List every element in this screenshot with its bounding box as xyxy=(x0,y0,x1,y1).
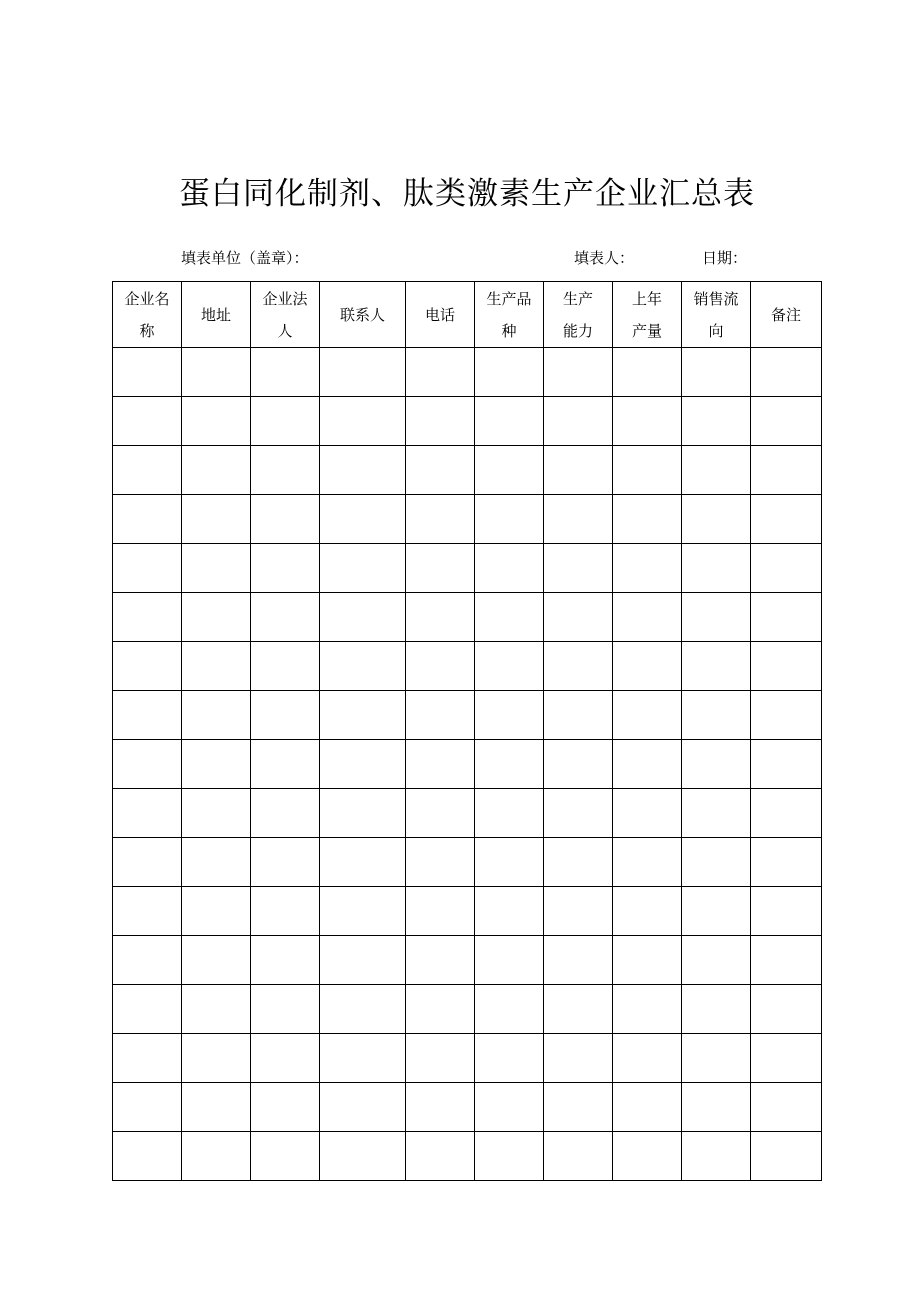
table-cell[interactable] xyxy=(751,740,822,789)
table-cell[interactable] xyxy=(613,789,682,838)
table-row xyxy=(113,495,822,544)
date-label: 日期： xyxy=(702,249,748,267)
table-cell[interactable] xyxy=(320,544,406,593)
table-body xyxy=(113,348,822,1181)
table-row xyxy=(113,691,822,740)
table-cell[interactable] xyxy=(475,1132,544,1181)
table-cell[interactable] xyxy=(406,495,475,544)
table-cell[interactable] xyxy=(751,789,822,838)
table-cell[interactable] xyxy=(182,789,251,838)
table-cell[interactable] xyxy=(475,348,544,397)
table-row xyxy=(113,1083,822,1132)
table-cell[interactable] xyxy=(475,544,544,593)
fill-unit-label: 填表单位（盖章）： xyxy=(181,249,309,267)
table-cell[interactable] xyxy=(613,642,682,691)
table-cell[interactable] xyxy=(751,691,822,740)
header-sales-destination: 销售流向 xyxy=(682,282,751,348)
table-cell[interactable] xyxy=(682,887,751,936)
header-legal-person: 企业法人 xyxy=(251,282,320,348)
table-cell[interactable] xyxy=(544,397,613,446)
table-cell[interactable] xyxy=(475,936,544,985)
table-cell[interactable] xyxy=(406,1034,475,1083)
table-cell[interactable] xyxy=(406,642,475,691)
table-cell[interactable] xyxy=(113,887,182,936)
table-cell[interactable] xyxy=(682,446,751,495)
table-cell[interactable] xyxy=(751,397,822,446)
table-cell[interactable] xyxy=(544,593,613,642)
table-cell[interactable] xyxy=(544,446,613,495)
table-cell[interactable] xyxy=(182,838,251,887)
table-cell[interactable] xyxy=(751,1132,822,1181)
table-cell[interactable] xyxy=(406,936,475,985)
table-cell[interactable] xyxy=(406,838,475,887)
table-cell[interactable] xyxy=(320,397,406,446)
table-cell[interactable] xyxy=(544,1083,613,1132)
table-cell[interactable] xyxy=(320,887,406,936)
table-cell[interactable] xyxy=(182,1132,251,1181)
header-company-name: 企业名称 xyxy=(113,282,182,348)
table-cell[interactable] xyxy=(320,985,406,1034)
header-last-year-output: 上年产量 xyxy=(613,282,682,348)
table-cell[interactable] xyxy=(182,593,251,642)
table-cell[interactable] xyxy=(613,544,682,593)
table-cell[interactable] xyxy=(682,348,751,397)
table-cell[interactable] xyxy=(320,936,406,985)
table-cell[interactable] xyxy=(751,887,822,936)
table-cell[interactable] xyxy=(475,397,544,446)
table-cell[interactable] xyxy=(251,446,320,495)
table-cell[interactable] xyxy=(182,446,251,495)
summary-table xyxy=(112,281,822,1181)
table-cell[interactable] xyxy=(251,1083,320,1132)
table-cell[interactable] xyxy=(682,985,751,1034)
table-cell[interactable] xyxy=(613,1034,682,1083)
table-cell[interactable] xyxy=(751,985,822,1034)
table-cell[interactable] xyxy=(544,642,613,691)
table-cell[interactable] xyxy=(544,838,613,887)
table-cell[interactable] xyxy=(406,446,475,495)
table-cell[interactable] xyxy=(475,691,544,740)
table-cell[interactable] xyxy=(613,495,682,544)
table-cell[interactable] xyxy=(182,1034,251,1083)
table-cell[interactable] xyxy=(320,838,406,887)
table-cell[interactable] xyxy=(251,838,320,887)
table-cell[interactable] xyxy=(751,1034,822,1083)
table-row xyxy=(113,838,822,887)
table-cell[interactable] xyxy=(113,544,182,593)
table-cell[interactable] xyxy=(406,1132,475,1181)
table-cell[interactable] xyxy=(251,1132,320,1181)
table-cell[interactable] xyxy=(544,495,613,544)
table-row xyxy=(113,446,822,495)
table-cell[interactable] xyxy=(613,740,682,789)
table-cell[interactable] xyxy=(544,1132,613,1181)
table-cell[interactable] xyxy=(251,985,320,1034)
table-cell[interactable] xyxy=(682,936,751,985)
table-row xyxy=(113,544,822,593)
table-cell[interactable] xyxy=(320,1132,406,1181)
table-cell[interactable] xyxy=(475,789,544,838)
table-cell[interactable] xyxy=(682,642,751,691)
table-row xyxy=(113,985,822,1034)
table-cell[interactable] xyxy=(182,642,251,691)
table-row xyxy=(113,887,822,936)
table-cell[interactable] xyxy=(182,544,251,593)
table-cell[interactable] xyxy=(251,691,320,740)
table-cell[interactable] xyxy=(613,1083,682,1132)
table-row xyxy=(113,1034,822,1083)
table-cell[interactable] xyxy=(751,642,822,691)
header-address: 地址 xyxy=(182,282,251,348)
table-cell[interactable] xyxy=(182,691,251,740)
table-cell[interactable] xyxy=(682,1132,751,1181)
table-cell[interactable] xyxy=(182,495,251,544)
table-cell[interactable] xyxy=(113,348,182,397)
table-cell[interactable] xyxy=(113,593,182,642)
table-cell[interactable] xyxy=(613,838,682,887)
table-cell[interactable] xyxy=(113,642,182,691)
table-cell[interactable] xyxy=(613,348,682,397)
table-cell[interactable] xyxy=(320,446,406,495)
table-row xyxy=(113,936,822,985)
table-row xyxy=(113,593,822,642)
table-cell[interactable] xyxy=(682,593,751,642)
table-cell[interactable] xyxy=(113,397,182,446)
table-cell[interactable] xyxy=(613,397,682,446)
table-cell[interactable] xyxy=(113,1034,182,1083)
table-header-row xyxy=(113,282,822,348)
table-row xyxy=(113,348,822,397)
header-product-variety: 生产品种 xyxy=(475,282,544,348)
table-cell[interactable] xyxy=(406,544,475,593)
table-cell[interactable] xyxy=(406,348,475,397)
table-cell[interactable] xyxy=(182,397,251,446)
table-cell[interactable] xyxy=(613,985,682,1034)
table-cell[interactable] xyxy=(113,1132,182,1181)
table-cell[interactable] xyxy=(613,691,682,740)
table-cell[interactable] xyxy=(613,593,682,642)
table-cell[interactable] xyxy=(113,446,182,495)
table-cell[interactable] xyxy=(544,544,613,593)
table-cell[interactable] xyxy=(406,789,475,838)
table-cell[interactable] xyxy=(113,838,182,887)
table-cell[interactable] xyxy=(682,740,751,789)
table-cell[interactable] xyxy=(320,691,406,740)
filler-label: 填表人： xyxy=(574,249,635,267)
table-cell[interactable] xyxy=(406,1083,475,1132)
table-cell[interactable] xyxy=(251,887,320,936)
table-cell[interactable] xyxy=(544,1034,613,1083)
table-cell[interactable] xyxy=(475,740,544,789)
table-cell[interactable] xyxy=(682,397,751,446)
table-cell[interactable] xyxy=(251,593,320,642)
table-cell[interactable] xyxy=(320,789,406,838)
table-cell[interactable] xyxy=(613,936,682,985)
table-cell[interactable] xyxy=(113,789,182,838)
table-cell[interactable] xyxy=(251,495,320,544)
table-cell[interactable] xyxy=(251,544,320,593)
table-cell[interactable] xyxy=(751,544,822,593)
table-cell[interactable] xyxy=(682,691,751,740)
header-contact-person: 联系人 xyxy=(320,282,406,348)
document-title: 蛋白同化制剂、肽类激素生产企业汇总表 xyxy=(179,176,755,212)
table-cell[interactable] xyxy=(682,1034,751,1083)
table-cell[interactable] xyxy=(751,936,822,985)
table-cell[interactable] xyxy=(544,936,613,985)
table-cell[interactable] xyxy=(751,495,822,544)
table-cell[interactable] xyxy=(475,1034,544,1083)
table-cell[interactable] xyxy=(320,642,406,691)
table-cell[interactable] xyxy=(475,985,544,1034)
table-cell[interactable] xyxy=(475,446,544,495)
header-phone: 电话 xyxy=(406,282,475,348)
table-cell[interactable] xyxy=(613,446,682,495)
table-cell[interactable] xyxy=(182,985,251,1034)
table-cell[interactable] xyxy=(682,789,751,838)
table-cell[interactable] xyxy=(251,1034,320,1083)
table-cell[interactable] xyxy=(251,936,320,985)
table-row xyxy=(113,789,822,838)
table-cell[interactable] xyxy=(113,740,182,789)
table-cell[interactable] xyxy=(544,985,613,1034)
table-cell[interactable] xyxy=(251,642,320,691)
table-cell[interactable] xyxy=(751,446,822,495)
table-cell[interactable] xyxy=(320,1083,406,1132)
table-cell[interactable] xyxy=(475,887,544,936)
table-cell[interactable] xyxy=(475,642,544,691)
table-cell[interactable] xyxy=(182,740,251,789)
table-cell[interactable] xyxy=(320,348,406,397)
table-cell[interactable] xyxy=(475,593,544,642)
table-cell[interactable] xyxy=(113,495,182,544)
table-cell[interactable] xyxy=(113,691,182,740)
table-cell[interactable] xyxy=(320,593,406,642)
table-cell[interactable] xyxy=(544,887,613,936)
table-cell[interactable] xyxy=(682,838,751,887)
table-cell[interactable] xyxy=(320,495,406,544)
table-cell[interactable] xyxy=(182,887,251,936)
table-cell[interactable] xyxy=(613,887,682,936)
table-cell[interactable] xyxy=(475,495,544,544)
table-cell[interactable] xyxy=(544,691,613,740)
table-cell[interactable] xyxy=(251,348,320,397)
table-cell[interactable] xyxy=(251,789,320,838)
table-cell[interactable] xyxy=(544,789,613,838)
table-cell[interactable] xyxy=(682,495,751,544)
table-row xyxy=(113,397,822,446)
table-cell[interactable] xyxy=(406,397,475,446)
table-cell[interactable] xyxy=(113,985,182,1034)
table-cell[interactable] xyxy=(406,985,475,1034)
table-cell[interactable] xyxy=(475,1083,544,1132)
table-row xyxy=(113,642,822,691)
table-cell[interactable] xyxy=(182,1083,251,1132)
table-cell[interactable] xyxy=(751,1083,822,1132)
table-cell[interactable] xyxy=(544,740,613,789)
table-cell[interactable] xyxy=(182,936,251,985)
table-cell[interactable] xyxy=(406,593,475,642)
table-cell[interactable] xyxy=(406,740,475,789)
table-cell[interactable] xyxy=(251,740,320,789)
table-cell[interactable] xyxy=(475,838,544,887)
table-cell[interactable] xyxy=(320,1034,406,1083)
table-cell[interactable] xyxy=(682,544,751,593)
table-cell[interactable] xyxy=(113,936,182,985)
header-production-capacity: 生产能力 xyxy=(544,282,613,348)
table-cell[interactable] xyxy=(406,691,475,740)
table-cell[interactable] xyxy=(406,887,475,936)
table-cell[interactable] xyxy=(751,838,822,887)
header-remarks: 备注 xyxy=(751,282,822,348)
table-cell[interactable] xyxy=(751,593,822,642)
table-row xyxy=(113,1132,822,1181)
table-cell[interactable] xyxy=(613,1132,682,1181)
table-cell[interactable] xyxy=(182,348,251,397)
table-cell[interactable] xyxy=(320,740,406,789)
table-cell[interactable] xyxy=(544,348,613,397)
table-cell[interactable] xyxy=(251,397,320,446)
table-cell[interactable] xyxy=(113,1083,182,1132)
table-row xyxy=(113,740,822,789)
table-cell[interactable] xyxy=(751,348,822,397)
table-cell[interactable] xyxy=(682,1083,751,1132)
